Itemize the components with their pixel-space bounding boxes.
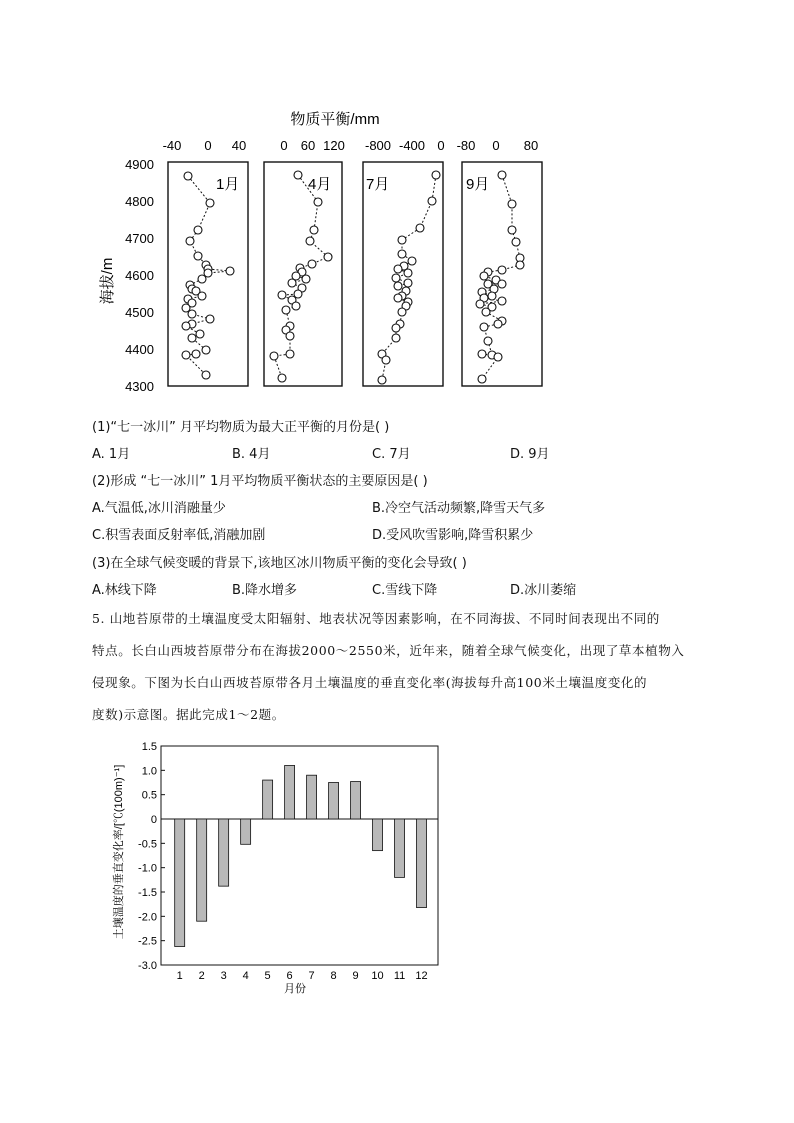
bar-month-3 bbox=[219, 819, 229, 886]
bar-chart-x-tick: 1 bbox=[176, 970, 183, 982]
y-tick-4800: 4800 bbox=[125, 194, 154, 209]
panel1-tick-1: -40 bbox=[162, 138, 182, 153]
bar-chart-y-tick: -1.5 bbox=[138, 887, 157, 899]
panel2-tick-1: 0 bbox=[280, 138, 288, 153]
panel1-tick-3: 40 bbox=[231, 138, 247, 153]
y-tick-4700: 4700 bbox=[125, 231, 154, 246]
panel1-tick-2: 0 bbox=[204, 138, 212, 153]
q5-line-2: 特点。长白山西坡苔原带分布在海拔2000～2550米，近年来，随着全球气候变化，出现了草本植物入 bbox=[92, 643, 685, 658]
bar-chart-y-tick: -0.5 bbox=[138, 838, 157, 851]
panel1-month: 1月 bbox=[216, 176, 240, 193]
figure-y-axis-label: 海拔/m bbox=[99, 257, 116, 305]
bar-chart-y-tick: -3.0 bbox=[138, 960, 157, 972]
panel-jul bbox=[363, 162, 443, 386]
panel3-tick-2: -400 bbox=[398, 138, 426, 153]
panel4-tick-3: 80 bbox=[523, 138, 539, 153]
q1-option-a[interactable]: A. 1月 bbox=[92, 447, 131, 462]
bar-month-9 bbox=[351, 782, 361, 819]
bar-month-8 bbox=[329, 783, 339, 820]
bar-month-6 bbox=[285, 765, 295, 819]
question-3-stem: (3)在全球气候变暖的背景下,该地区冰川物质平衡的变化会导致( ) bbox=[92, 556, 467, 571]
panel3-tick-1: -800 bbox=[364, 138, 392, 153]
bar-chart-y-tick: 0.5 bbox=[141, 789, 157, 802]
panel4-tick-1: -80 bbox=[456, 138, 476, 153]
panel4-month: 9月 bbox=[466, 176, 490, 193]
panel3-month: 7月 bbox=[366, 176, 390, 193]
glacier-mass-balance-figure bbox=[90, 98, 610, 400]
panel4-tick-2: 0 bbox=[492, 138, 500, 153]
panel-apr-profile bbox=[270, 171, 332, 382]
bar-month-4 bbox=[241, 819, 251, 844]
q2-option-c[interactable]: C.积雪表面反射率低,消融加剧 bbox=[92, 528, 266, 543]
panel2-tick-2: 60 bbox=[300, 138, 316, 153]
q3-option-d[interactable]: D.冰川萎缩 bbox=[510, 583, 577, 598]
bar-chart-x-tick: 4 bbox=[242, 970, 249, 982]
q5-line-1: 5. 山地苔原带的土壤温度受太阳辐射、地表状况等因素影响，在不同海拔、不同时间表现出不同的 bbox=[92, 611, 660, 626]
bar-chart-x-tick: 3 bbox=[220, 970, 227, 982]
bar-chart-y-tick: 0 bbox=[150, 814, 157, 826]
bar-chart-y-tick: 1.0 bbox=[141, 765, 157, 778]
y-tick-4300: 4300 bbox=[125, 379, 154, 394]
bar-month-12 bbox=[417, 819, 427, 908]
q2-option-b[interactable]: B.冷空气活动频繁,降雪天气多 bbox=[372, 501, 546, 516]
bar-month-7 bbox=[307, 775, 317, 819]
figure-top-title: 物质平衡/mm bbox=[290, 111, 380, 128]
bar-chart-y-tick: -1.0 bbox=[138, 862, 157, 875]
bar-chart-x-tick: 9 bbox=[352, 970, 359, 982]
question-2-stem: (2)形成 “七一冰川” 1月平均物质平衡状态的主要原因是( ) bbox=[92, 474, 428, 489]
bar-chart-x-tick: 11 bbox=[393, 970, 406, 982]
bar-chart-x-tick: 10 bbox=[371, 970, 384, 982]
panel-jul-profile bbox=[378, 171, 440, 384]
bar-chart-x-tick: 7 bbox=[308, 970, 315, 982]
bar-month-2 bbox=[197, 819, 207, 921]
bar-chart-y-axis-label: 土壤温度的垂直变化率/[℃(100m)⁻¹] bbox=[113, 764, 125, 940]
panel3-tick-3: 0 bbox=[437, 138, 445, 153]
q1-option-b[interactable]: B. 4月 bbox=[232, 447, 271, 462]
bar-chart-y-tick: 1.5 bbox=[141, 741, 157, 753]
bar-chart-x-axis-label: 月份 bbox=[284, 983, 306, 995]
q1-option-d[interactable]: D. 9月 bbox=[510, 447, 550, 462]
panel-jan-profile bbox=[182, 172, 234, 379]
bar-chart-y-tick: -2.0 bbox=[138, 911, 157, 924]
bar-chart-x-tick: 5 bbox=[264, 970, 271, 982]
bar-month-11 bbox=[395, 819, 405, 877]
q5-line-4: 度数)示意图。据此完成1～2题。 bbox=[92, 707, 285, 722]
bar-chart-x-tick: 12 bbox=[415, 970, 428, 982]
panel2-tick-3: 120 bbox=[323, 138, 345, 153]
y-tick-4600: 4600 bbox=[125, 268, 154, 283]
bar-chart-y-tick: -2.5 bbox=[138, 935, 157, 948]
panel2-month: 4月 bbox=[308, 176, 332, 193]
panel-sep-profile bbox=[476, 171, 524, 383]
y-tick-4500: 4500 bbox=[125, 305, 154, 320]
bar-month-1 bbox=[175, 819, 185, 947]
bar-month-5 bbox=[263, 780, 273, 819]
q5-line-3: 侵现象。下图为长白山西坡苔原带各月土壤温度的垂直变化率(海拔每升高100米土壤温度变化的 bbox=[92, 675, 648, 690]
q3-option-a[interactable]: A.林线下降 bbox=[92, 583, 157, 598]
soil-temperature-bar-chart bbox=[108, 736, 448, 998]
q3-option-b[interactable]: B.降水增多 bbox=[232, 583, 298, 598]
bar-chart-x-tick: 8 bbox=[330, 970, 337, 982]
q2-option-a[interactable]: A.气温低,冰川消融量少 bbox=[92, 501, 226, 516]
bar-chart-x-tick: 2 bbox=[198, 970, 205, 982]
bar-month-10 bbox=[373, 819, 383, 851]
y-tick-4400: 4400 bbox=[125, 342, 154, 357]
q2-option-d[interactable]: D.受风吹雪影响,降雪积累少 bbox=[372, 528, 534, 543]
bar-chart-x-tick: 6 bbox=[286, 970, 293, 982]
question-1-stem: (1)“七一冰川” 月平均物质为最大正平衡的月份是( ) bbox=[92, 420, 390, 435]
y-tick-4900: 4900 bbox=[125, 157, 154, 172]
q3-option-c[interactable]: C.雪线下降 bbox=[372, 583, 438, 598]
q1-option-c[interactable]: C. 7月 bbox=[372, 447, 411, 462]
